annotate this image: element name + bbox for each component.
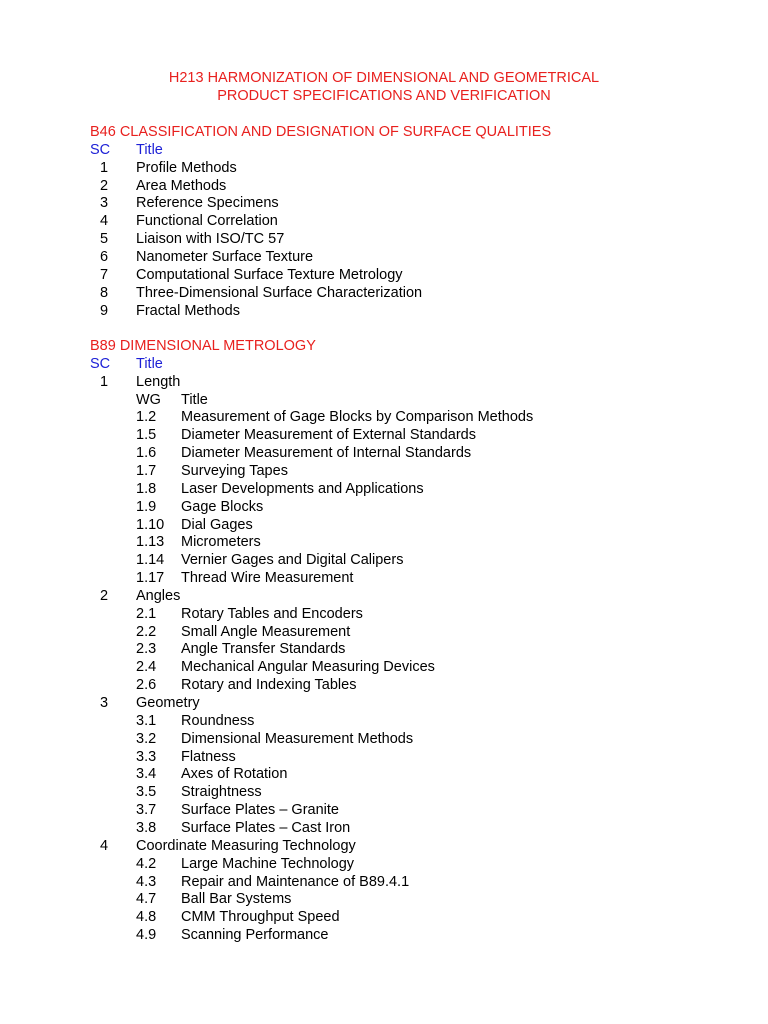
working-group-number: 3.3 bbox=[136, 748, 157, 765]
working-group-title: Small Angle Measurement bbox=[181, 623, 351, 640]
working-group-number: 3.8 bbox=[136, 819, 157, 836]
doc-title-line-2: PRODUCT SPECIFICATIONS AND VERIFICATION bbox=[217, 88, 551, 104]
working-group-number: 4.8 bbox=[136, 909, 157, 926]
subcommittee-title: Geometry bbox=[136, 695, 200, 711]
working-group-title: Repair and Maintenance of B89.4.1 bbox=[181, 873, 410, 890]
working-group-title: Dimensional Measurement Methods bbox=[181, 730, 414, 747]
working-group-title: Flatness bbox=[181, 748, 236, 765]
working-group-title: Surveying Tapes bbox=[181, 462, 288, 479]
working-group-title: Axes of Rotation bbox=[181, 766, 288, 783]
working-group-number: 1.7 bbox=[136, 462, 157, 479]
subcommittee-number: 3 bbox=[100, 195, 109, 212]
working-group-title: Straightness bbox=[181, 784, 262, 801]
working-group-title: Roundness bbox=[181, 712, 255, 729]
subcommittee-title: Area Methods bbox=[136, 177, 227, 194]
working-group-number: 1.14 bbox=[136, 552, 165, 569]
subcommittee-number: 4 bbox=[100, 837, 109, 854]
working-group-title: Diameter Measurement of Internal Standards bbox=[181, 445, 472, 462]
working-group-title: Rotary Tables and Encoders bbox=[181, 605, 363, 622]
subcommittee-number: 9 bbox=[100, 302, 109, 319]
working-group-title: Surface Plates – Granite bbox=[181, 802, 339, 819]
working-group-title: Micrometers bbox=[181, 534, 261, 551]
subcommittee-title: Three-Dimensional Surface Characterization bbox=[136, 284, 423, 301]
working-group-number: 3.1 bbox=[136, 712, 157, 729]
working-group-title: Measurement of Gage Blocks by Comparison Methods bbox=[181, 409, 534, 426]
working-group-number: 2.2 bbox=[136, 623, 157, 640]
working-group-title: Rotary and Indexing Tables bbox=[181, 677, 357, 694]
working-group-title: Vernier Gages and Digital Calipers bbox=[181, 552, 404, 569]
section-heading: B46 CLASSIFICATION AND DESIGNATION OF SURFACE QUALITIES bbox=[90, 124, 552, 140]
subcommittee-number: 1 bbox=[100, 159, 109, 176]
column-header-sc: SC bbox=[90, 141, 111, 158]
working-group-number: 4.3 bbox=[136, 873, 157, 890]
subcommittee-number: 1 bbox=[100, 373, 109, 390]
working-group-title: Dial Gages bbox=[181, 516, 253, 533]
working-group-number: 2.6 bbox=[136, 677, 157, 694]
working-group-number: 1.6 bbox=[136, 445, 157, 462]
subcommittee-number: 6 bbox=[100, 248, 109, 265]
subcommittee-number: 2 bbox=[100, 587, 109, 604]
working-group-number: 3.4 bbox=[136, 766, 157, 783]
working-group-title: Diameter Measurement of External Standards bbox=[181, 427, 476, 444]
subcommittee-title: Computational Surface Texture Metrology bbox=[136, 266, 403, 283]
subcommittee-title: Nanometer Surface Texture bbox=[136, 248, 314, 265]
subcommittee-title: Profile Methods bbox=[136, 159, 237, 176]
section-heading: B89 DIMENSIONAL METROLOGY bbox=[90, 338, 316, 354]
working-group-title: Angle Transfer Standards bbox=[181, 641, 346, 658]
column-header-title: Title bbox=[136, 141, 163, 158]
subcommittee-title: Reference Specimens bbox=[136, 195, 279, 212]
working-group-title: Mechanical Angular Measuring Devices bbox=[181, 659, 435, 676]
working-group-number: 1.13 bbox=[136, 534, 165, 551]
working-group-title: Ball Bar Systems bbox=[181, 891, 292, 908]
working-group-number: 1.5 bbox=[136, 427, 157, 444]
subcommittee-number: 2 bbox=[100, 177, 109, 194]
working-group-number: 1.9 bbox=[136, 498, 157, 515]
working-group-number: 3.7 bbox=[136, 802, 157, 819]
working-group-number: 2.1 bbox=[136, 605, 157, 622]
working-group-number: 3.5 bbox=[136, 784, 157, 801]
working-group-number: 1.8 bbox=[136, 480, 157, 497]
subcommittee-number: 4 bbox=[100, 213, 109, 230]
column-header-title: Title bbox=[136, 355, 163, 372]
wg-header-title: Title bbox=[181, 391, 208, 408]
working-group-title: Surface Plates – Cast Iron bbox=[181, 819, 351, 836]
working-group-number: 2.4 bbox=[136, 659, 157, 676]
working-group-title: Scanning Performance bbox=[181, 927, 329, 944]
subcommittee-number: 3 bbox=[100, 695, 109, 711]
working-group-title: Laser Developments and Applications bbox=[181, 480, 424, 497]
doc-title-line-1: H213 HARMONIZATION OF DIMENSIONAL AND GEOMETRICAL bbox=[168, 70, 600, 86]
working-group-number: 4.2 bbox=[136, 855, 157, 872]
working-group-number: 2.3 bbox=[136, 641, 157, 658]
subcommittee-title: Functional Correlation bbox=[136, 213, 278, 230]
wg-header-label: WG bbox=[136, 391, 161, 408]
working-group-title: Gage Blocks bbox=[181, 498, 264, 515]
working-group-title: Thread Wire Measurement bbox=[181, 570, 354, 587]
working-group-number: 4.9 bbox=[136, 927, 157, 944]
subcommittee-number: 7 bbox=[100, 266, 109, 283]
subcommittee-number: 8 bbox=[100, 284, 109, 301]
working-group-number: 4.7 bbox=[136, 891, 157, 908]
working-group-title: Large Machine Technology bbox=[181, 855, 355, 872]
working-group-number: 1.10 bbox=[136, 516, 165, 533]
subcommittee-number: 5 bbox=[100, 231, 109, 248]
subcommittee-title: Angles bbox=[136, 587, 181, 604]
working-group-title: CMM Throughput Speed bbox=[181, 909, 340, 926]
column-header-sc: SC bbox=[90, 355, 111, 372]
working-group-number: 1.17 bbox=[136, 570, 165, 587]
working-group-number: 3.2 bbox=[136, 730, 157, 747]
working-group-number: 1.2 bbox=[136, 409, 157, 426]
subcommittee-title: Length bbox=[136, 373, 181, 390]
subcommittee-title: Liaison with ISO/TC 57 bbox=[136, 231, 285, 248]
subcommittee-title: Fractal Methods bbox=[136, 302, 240, 319]
subcommittee-title: Coordinate Measuring Technology bbox=[136, 837, 356, 854]
